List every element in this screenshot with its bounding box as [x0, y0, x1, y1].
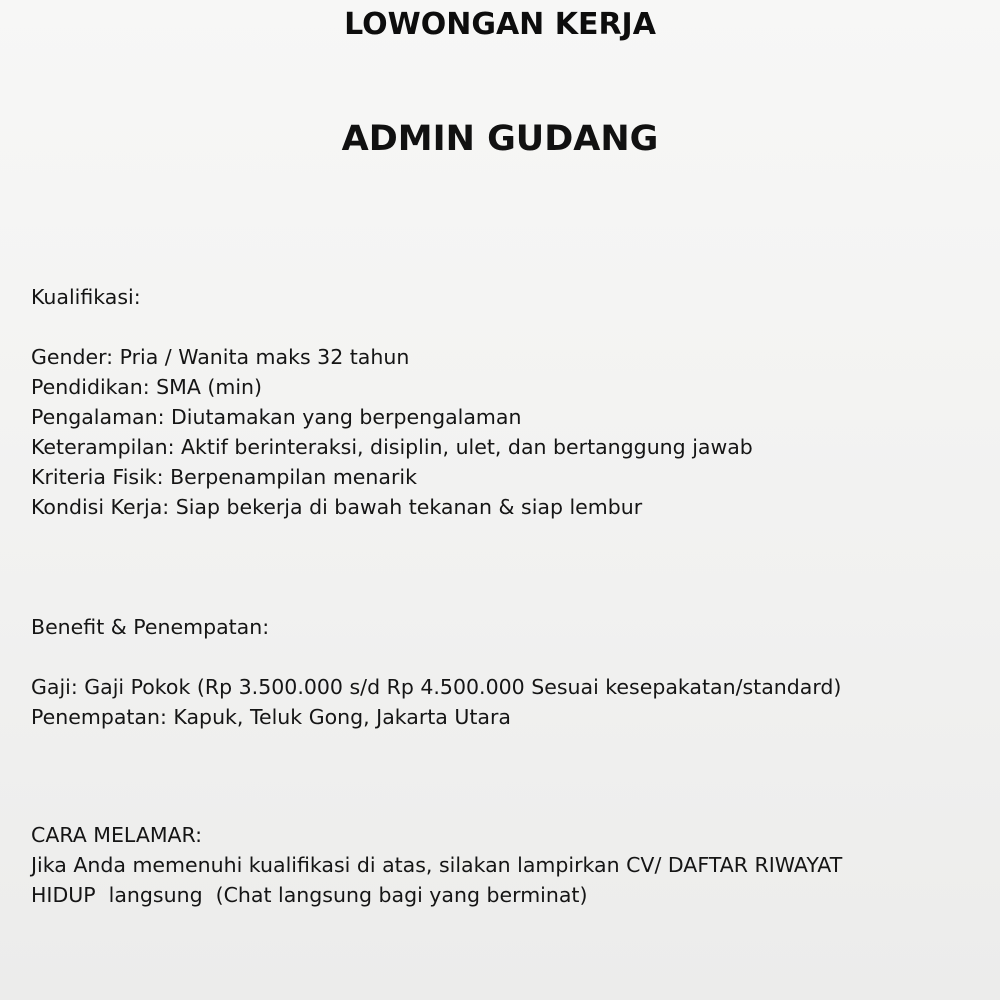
benefits-heading: Benefit & Penempatan: [31, 615, 270, 639]
apply-instructions-line-1: Jika Anda memenuhi kualifikasi di atas, silakan lampirkan CV/ DAFTAR RIWAYAT [31, 853, 843, 877]
benefit-salary: Gaji: Gaji Pokok (Rp 3.500.000 s/d Rp 4.500.000 Sesuai kesepakatan/standard) [31, 675, 842, 699]
apply-heading: CARA MELAMAR: [31, 823, 203, 847]
qualification-gender: Gender: Pria / Wanita maks 32 tahun [31, 345, 410, 369]
spacer [31, 312, 971, 342]
qualification-experience: Pengalaman: Diutamakan yang berpengalaman [31, 405, 522, 429]
qualification-work-condition: Kondisi Kerja: Siap bekerja di bawah tekanan & siap lembur [31, 495, 643, 519]
apply-instructions-line-2: HIDUP langsung (Chat langsung bagi yang berminat) [31, 883, 588, 907]
qualifications-heading: Kualifikasi: [31, 285, 141, 309]
spacer [31, 642, 971, 672]
qualifications-section [31, 282, 971, 522]
qualification-education: Pendidikan: SMA (min) [31, 375, 263, 399]
apply-section [31, 820, 971, 910]
job-position-subtitle: ADMIN GUDANG [341, 119, 659, 159]
poster-title: LOWONGAN KERJA [344, 7, 656, 42]
qualification-skills: Keterampilan: Aktif berinteraksi, disiplin, ulet, dan bertanggung jawab [31, 435, 753, 459]
qualification-physical: Kriteria Fisik: Berpenampilan menarik [31, 465, 417, 489]
benefit-placement: Penempatan: Kapuk, Teluk Gong, Jakarta Utara [31, 705, 511, 729]
benefits-section [31, 612, 971, 732]
